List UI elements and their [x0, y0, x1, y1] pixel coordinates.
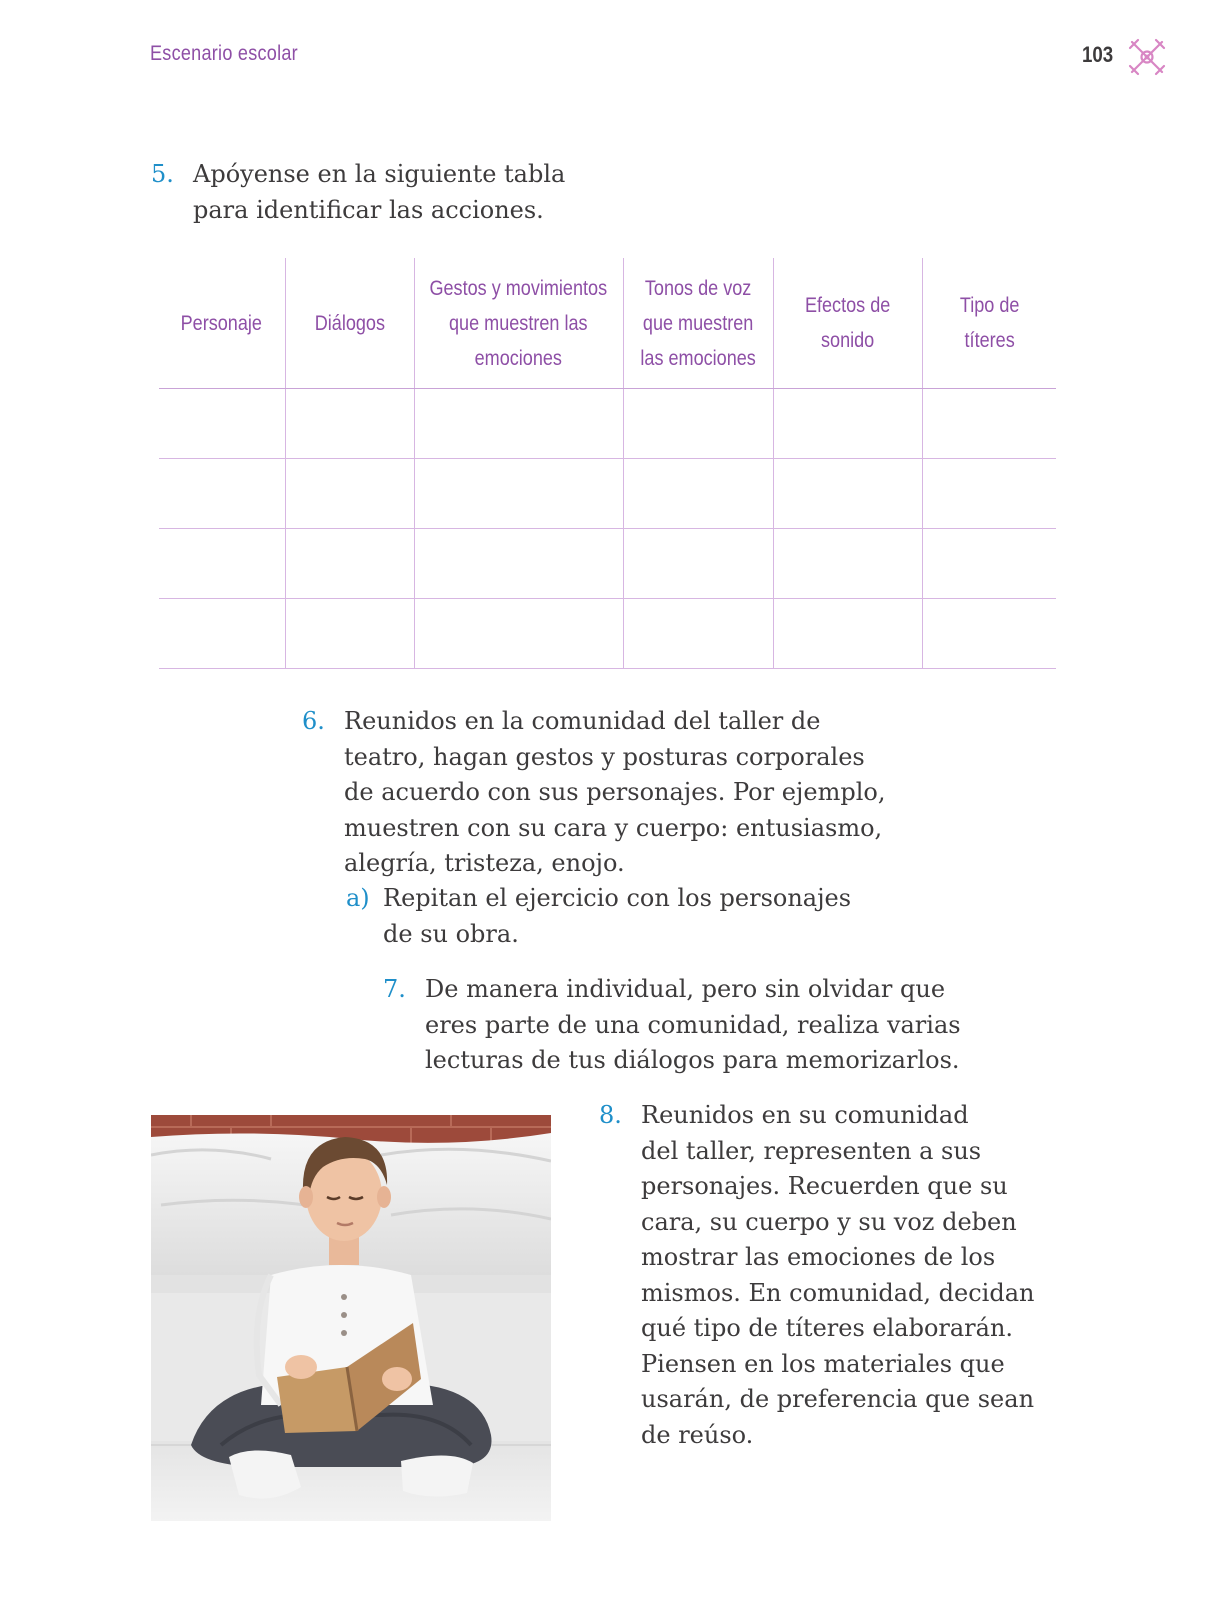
- table-cell[interactable]: [623, 529, 773, 599]
- section-title: Escenario escolar: [150, 42, 298, 65]
- table-row: [159, 599, 1056, 669]
- header-dialogos: Diálogos: [285, 258, 414, 389]
- table-cell[interactable]: [922, 529, 1056, 599]
- table-row: [159, 459, 1056, 529]
- item-number: 8.: [599, 1101, 622, 1129]
- table-cell[interactable]: [414, 599, 623, 669]
- text-line: de su obra.: [383, 919, 519, 948]
- table-cell[interactable]: [285, 459, 414, 529]
- table-cell[interactable]: [623, 389, 773, 459]
- item-number: 5.: [151, 160, 174, 188]
- item-number: 7.: [383, 975, 406, 1003]
- header-tonos: Tonos de voz que muestren las emociones: [623, 258, 773, 389]
- text-line: de acuerdo con sus personajes. Por ejemplo,: [344, 778, 886, 806]
- header-personaje: Personaje: [159, 258, 285, 389]
- text-line: de reúso.: [641, 1420, 754, 1449]
- text-line: del taller, representen a sus: [641, 1136, 982, 1165]
- table-cell[interactable]: [623, 459, 773, 529]
- text-line: usarán, de preferencia que sean: [641, 1385, 1035, 1413]
- actions-table: [159, 258, 1056, 669]
- table-cell[interactable]: [285, 529, 414, 599]
- text-line: qué tipo de títeres elaborarán.: [641, 1314, 1014, 1342]
- text-line: alegría, tristeza, enojo.: [344, 849, 625, 877]
- table-cell[interactable]: [922, 599, 1056, 669]
- text-line: muestren con su cara y cuerpo: entusiasmo,: [344, 813, 883, 842]
- header-efectos: Efectos de sonido: [773, 258, 922, 389]
- table-cell[interactable]: [623, 599, 773, 669]
- text-line: teatro, hagan gestos y posturas corporales: [344, 742, 865, 771]
- table-cell[interactable]: [285, 389, 414, 459]
- table-row: [159, 389, 1056, 459]
- text-line: cara, su cuerpo y su voz deben: [641, 1207, 1017, 1236]
- item-letter: a): [346, 884, 370, 912]
- header-gestos: Gestos y movimientos que muestren las emociones: [414, 258, 623, 389]
- text-line: De manera individual, pero sin olvidar que: [425, 975, 946, 1003]
- text-line: Repitan el ejercicio con los personajes: [383, 884, 852, 912]
- text-line: eres parte de una comunidad, realiza varias: [425, 1010, 961, 1039]
- table-cell[interactable]: [922, 389, 1056, 459]
- table-cell[interactable]: [285, 599, 414, 669]
- text-line: mostrar las emociones de los: [641, 1243, 996, 1271]
- text-line: Apóyense en la siguiente tabla: [193, 160, 566, 188]
- text-line: lecturas de tus diálogos para memorizarlos.: [425, 1046, 960, 1074]
- text-line: Reunidos en su comunidad: [641, 1101, 969, 1129]
- table-cell[interactable]: [773, 599, 922, 669]
- table-cell[interactable]: [159, 599, 285, 669]
- table-cell[interactable]: [159, 459, 285, 529]
- table-cell[interactable]: [773, 459, 922, 529]
- table-cell[interactable]: [414, 459, 623, 529]
- table-cell[interactable]: [922, 459, 1056, 529]
- decorative-logo-icon: [1128, 38, 1166, 76]
- table-row: [159, 529, 1056, 599]
- text-line: personajes. Recuerden que su: [641, 1172, 1008, 1200]
- table-cell[interactable]: [414, 389, 623, 459]
- table-header-row: [159, 258, 1056, 389]
- text-line: Reunidos en la comunidad del taller de: [344, 707, 821, 735]
- text-line: para identificar las acciones.: [193, 195, 544, 224]
- table-cell[interactable]: [414, 529, 623, 599]
- table-cell[interactable]: [773, 389, 922, 459]
- page-number: 103: [1082, 42, 1114, 67]
- table-cell[interactable]: [159, 389, 285, 459]
- table-cell[interactable]: [773, 529, 922, 599]
- item-number: 6.: [302, 707, 325, 735]
- boy-reading-photo: [151, 1115, 551, 1521]
- table-cell[interactable]: [159, 529, 285, 599]
- header-tipo: Tipo de títeres: [922, 258, 1056, 389]
- text-line: Piensen en los materiales que: [641, 1349, 1005, 1378]
- text-line: mismos. En comunidad, decidan: [641, 1278, 1035, 1307]
